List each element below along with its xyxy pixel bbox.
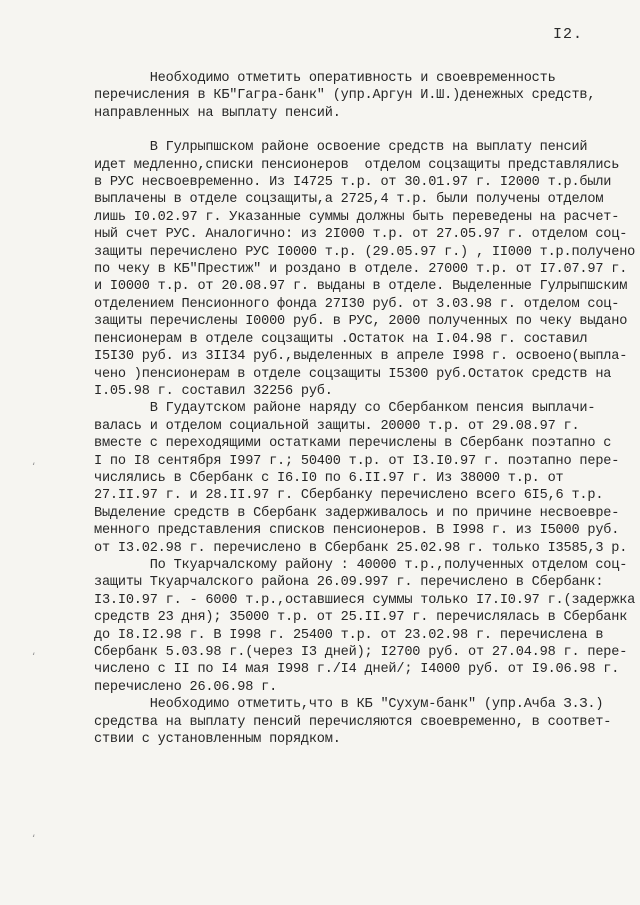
page-number: I2.: [553, 26, 584, 43]
paragraph-tkuarchal: [94, 557, 636, 696]
paragraph-gagra-bank: [94, 70, 616, 122]
text-line: В Гудаутском районе наряду со Сбербанком пенсия выплачи-: [94, 401, 596, 417]
text-line: ствии с установленным порядком.: [94, 732, 341, 748]
text-line: чено )пенсионерам в отделе соцзащиты I5300 руб.Остаток средств на: [94, 366, 612, 382]
text-line: выплачены в отделе соцзащиты,а 2725,4 т.р. были получены отделом: [94, 192, 604, 208]
text-line: средства на выплату пенсий перечисляются своевременно, в соответ-: [94, 714, 612, 730]
text-line: до I8.I2.98 г. В I998 г. 25400 т.р. от 23.02.98 г. перечислена в: [94, 627, 604, 643]
text-line: I3.I0.97 г. - 6000 т.р.,оставшиеся суммы только I7.I0.97 г.(задержка: [94, 592, 636, 608]
text-line: менного представления списков пенсионеров. В I998 г. из I5000 руб.: [94, 523, 620, 539]
text-line: и I0000 т.р. от 20.08.97 г. выданы в отделе. Выделенные Гулрыпшским: [94, 279, 628, 295]
text-line: перечисления в КБ"Гагра-банк" (упр.Аргун И.Ш.)денежных средств,: [94, 88, 596, 104]
paragraph-gudauta: [94, 400, 628, 557]
text-line: ный счет РУС. Аналогично: из 2I000 т.р. от 27.05.97 г. отделом соц-: [94, 227, 628, 243]
text-line: числялись в Сбербанк с I6.I0 по 6.II.97 г. Из 38000 т.р. от: [94, 470, 564, 486]
text-line: I5I30 руб. из 3II34 руб.,выделенных в апреле I998 г. освоено(выпла-: [94, 349, 628, 365]
paragraph-sukhum-bank: [94, 696, 616, 748]
text-line: средств 23 дня); 35000 т.р. от 25.II.97 г. перечислялась в Сбербанк: [94, 610, 628, 626]
text-line: I.05.98 г. составил 32256 руб.: [94, 383, 333, 399]
scan-margin-mark: ʻ: [32, 832, 36, 845]
text-line: вместе с переходящими остатками перечислены в Сбербанк поэтапно с: [94, 436, 612, 452]
text-line: в РУС несвоевременно. Из I4725 т.р. от 30.01.97 г. I2000 т.р.были: [94, 175, 612, 191]
text-line: Необходимо отметить,что в КБ "Сухум-банк" (упр.Ачба З.З.): [94, 697, 604, 713]
text-line: I по I8 сентября I997 г.; 50400 т.р. от I3.I0.97 г. поэтапно пере-: [94, 453, 620, 469]
text-line: защиты перечислено РУС I0000 т.р. (29.05.97 г.) , II000 т.р.получено: [94, 244, 636, 260]
text-line: защиты Ткуарчалского района 26.09.997 г. перечислено в Сбербанк:: [94, 575, 604, 591]
scan-margin-mark: ʻ: [32, 650, 36, 663]
text-line: перечислено 26.06.98 г.: [94, 679, 278, 695]
text-line: от I3.02.98 г. перечислено в Сбербанк 25.02.98 г. только I3585,3 р.: [94, 540, 628, 556]
text-line: лишь I0.02.97 г. Указанные суммы должны быть переведены на расчет-: [94, 209, 620, 225]
text-line: По Ткуарчалскому району : 40000 т.р.,полученных отделом соц-: [94, 557, 628, 573]
text-line: идет медленно,списки пенсионеров отделом соцзащиты представлялись: [94, 157, 620, 173]
text-line: валась и отделом социальной защиты. 20000 т.р. от 29.08.97 г.: [94, 418, 580, 434]
paragraph-gulrypsh: [94, 139, 636, 400]
text-line: Сбербанк 5.03.98 г.(через I3 дней); I2700 руб. от 27.04.98 г. пере-: [94, 645, 628, 660]
text-line: отделением Пенсионного фонда 27I30 руб. от 3.03.98 г. отделом соц-: [94, 296, 620, 312]
text-line: Необходимо отметить оперативность и своевременность: [94, 71, 556, 86]
text-line: 27.II.97 г. и 28.II.97 г. Сбербанку перечислено всего 6I5,6 т.р.: [94, 488, 604, 504]
text-line: защиты перечислены I0000 руб. в РУС, 2000 полученных по чеку выдано: [94, 314, 628, 330]
text-line: направленных на выплату пенсий.: [94, 105, 341, 121]
document-body: [94, 70, 636, 748]
text-line: Выделение средств в Сбербанк задерживалось и по причине несвоевре-: [94, 505, 620, 521]
text-line: пенсионерам в отделе соцзащиты .Остаток на I.04.98 г. составил: [94, 331, 588, 347]
text-line: числено с II по I4 мая I998 г./I4 дней/; I4000 руб. от I9.06.98 г.: [94, 662, 620, 678]
text-line: по чеку в КБ"Престиж" и роздано в отделе. 27000 т.р. от I7.07.97 г.: [94, 262, 628, 278]
scan-margin-mark: ʻ: [32, 460, 36, 473]
text-line: В Гулрыпшском районе освоение средств на выплату пенсий: [94, 140, 588, 156]
